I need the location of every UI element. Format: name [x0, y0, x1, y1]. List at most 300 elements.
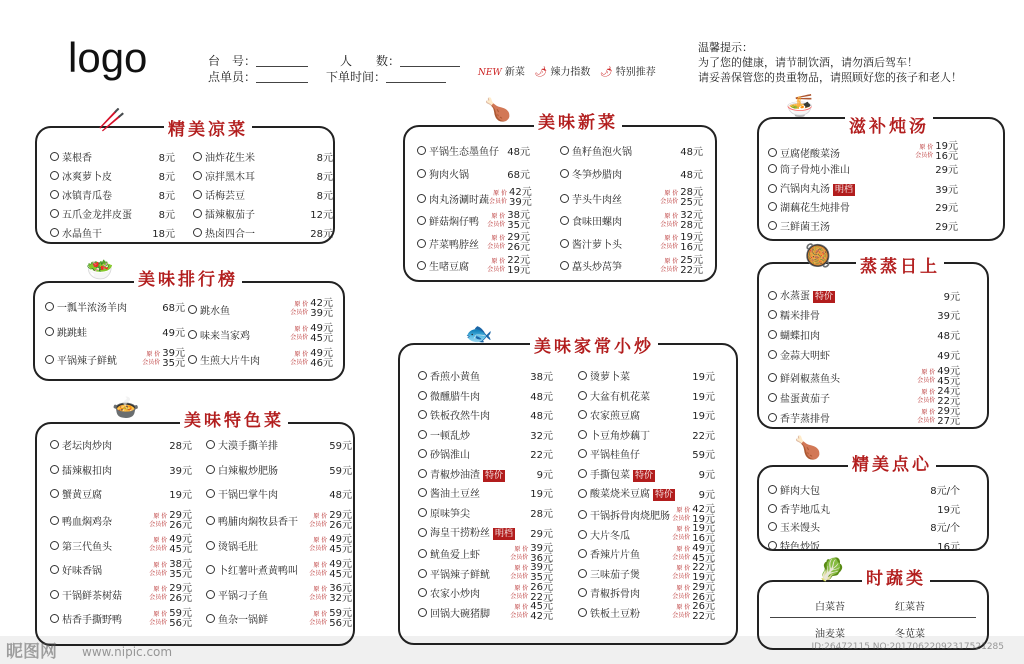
- dish-item[interactable]: [206, 437, 352, 452]
- dish-name: 湖藕花生炖排骨: [780, 203, 850, 214]
- select-radio[interactable]: [206, 614, 215, 623]
- dish-price: 68元: [507, 169, 530, 181]
- select-radio[interactable]: [45, 355, 54, 364]
- select-radio[interactable]: [193, 228, 202, 237]
- select-radio[interactable]: [418, 588, 427, 597]
- dish-item[interactable]: [768, 482, 960, 497]
- time-field[interactable]: 下单时间：: [326, 68, 446, 85]
- dish-item[interactable]: [768, 180, 958, 196]
- select-radio[interactable]: [768, 164, 777, 173]
- dish-item[interactable]: [50, 225, 175, 240]
- dish-item[interactable]: [188, 299, 333, 319]
- dish-price: 29元: [935, 222, 958, 233]
- dish-price: 8元: [316, 153, 333, 164]
- dish-name: 鲜肉大包: [780, 486, 820, 497]
- people-field[interactable]: 人 数：: [340, 52, 460, 69]
- dish-item[interactable]: [768, 287, 960, 303]
- dish-item[interactable]: [560, 188, 703, 208]
- select-radio[interactable]: [560, 261, 569, 270]
- dish-item[interactable]: [193, 206, 333, 221]
- dish-item[interactable]: [206, 609, 352, 629]
- dish-name: 玉米馒头: [780, 523, 820, 534]
- dish-item[interactable]: [578, 388, 715, 403]
- select-radio[interactable]: [578, 449, 587, 458]
- dish-price: 26元 22元: [692, 601, 715, 622]
- dish-item[interactable]: [578, 427, 715, 442]
- dish-price: 8元: [158, 153, 175, 164]
- select-radio[interactable]: [50, 465, 59, 474]
- select-radio[interactable]: [768, 373, 777, 382]
- select-radio[interactable]: [578, 569, 587, 578]
- dish-item[interactable]: [578, 524, 715, 544]
- dish-price: 39元 36元: [530, 542, 553, 564]
- select-radio[interactable]: [417, 146, 426, 155]
- dish-price: 29元 26元: [507, 232, 530, 253]
- dish-name: 干锅巴掌牛肉: [218, 490, 278, 501]
- select-radio[interactable]: [560, 146, 569, 155]
- dish-item[interactable]: [768, 501, 960, 516]
- dish-name: 大片冬瓜: [590, 530, 630, 542]
- dish-item[interactable]: [50, 149, 175, 164]
- dish-name: 铁板土豆粉: [590, 608, 640, 620]
- dish-name: 凉拌黑木耳: [205, 172, 255, 183]
- dish-name: 擂辣椒扣肉: [62, 465, 112, 477]
- dish-name: 平锅桂鱼仔: [590, 450, 640, 461]
- select-radio[interactable]: [206, 590, 215, 599]
- dish-item[interactable]: [50, 486, 192, 501]
- dish-item[interactable]: [560, 211, 703, 231]
- dish-item[interactable]: [45, 324, 185, 339]
- dish-name: 冰爽萝卜皮: [62, 172, 112, 183]
- dish-price: 42元 19元: [692, 503, 715, 525]
- dish-item[interactable]: [560, 233, 703, 253]
- select-radio[interactable]: [578, 410, 587, 419]
- price-labels: 原 价 会员价: [672, 565, 691, 580]
- select-radio[interactable]: [50, 209, 59, 218]
- dish-price: 29元 26元: [169, 583, 192, 604]
- price-labels: 原 价 会员价: [487, 212, 506, 228]
- select-radio[interactable]: [578, 588, 587, 597]
- dish-name: 话梅芸豆: [205, 191, 245, 202]
- special-price-badge: 特价: [655, 490, 674, 500]
- select-radio[interactable]: [418, 608, 427, 617]
- dish-name: 大漠手撕羊排: [218, 441, 278, 452]
- select-radio[interactable]: [768, 504, 777, 513]
- dish-item[interactable]: [206, 535, 352, 555]
- dish-item[interactable]: [188, 349, 333, 369]
- new-dish-illustration: 🍗: [484, 98, 512, 123]
- price-labels: 原 价 会员价: [142, 351, 161, 366]
- dish-item[interactable]: [50, 609, 192, 629]
- dish-name: 桔香手撕野鸭: [62, 615, 122, 626]
- dish-price: 48元: [680, 169, 703, 181]
- price-labels: 原 价 会员价: [290, 326, 309, 341]
- dish-price: 8元/个: [930, 486, 960, 497]
- select-radio[interactable]: [768, 310, 777, 319]
- select-radio[interactable]: [206, 465, 215, 474]
- select-radio[interactable]: [578, 530, 587, 539]
- dish-item[interactable]: [206, 486, 352, 501]
- select-radio[interactable]: [188, 330, 197, 339]
- dish-name: 原味笋尖: [430, 508, 470, 520]
- legend: NEW 新菜 🌶 辣力指数 🌶 特别推荐: [478, 67, 656, 78]
- select-radio[interactable]: [578, 510, 587, 519]
- dish-item[interactable]: [768, 387, 960, 407]
- dish-name: 跳水鱼: [200, 305, 230, 317]
- dish-item[interactable]: [45, 299, 185, 314]
- dish-price: 29元 26元: [692, 581, 715, 603]
- select-radio[interactable]: [578, 489, 587, 498]
- select-radio[interactable]: [417, 169, 426, 178]
- dish-price: 36元 32元: [329, 583, 352, 604]
- dish-price: 8元: [316, 172, 333, 183]
- dish-name: 香芋地瓜丸: [780, 504, 830, 516]
- table-field[interactable]: 台 号：: [208, 52, 308, 69]
- dish-price: 59元 56元: [329, 607, 352, 629]
- dish-item[interactable]: [768, 347, 960, 362]
- select-radio[interactable]: [418, 391, 427, 400]
- select-radio[interactable]: [768, 413, 777, 422]
- select-radio[interactable]: [418, 488, 427, 497]
- special-title: 美味特色菜: [180, 406, 288, 431]
- price-labels: 原 价 会员价: [917, 389, 936, 404]
- dish-price: 22元: [692, 430, 715, 442]
- recommend-icon: 🌶: [599, 67, 613, 78]
- dish-item[interactable]: [417, 256, 530, 276]
- select-radio[interactable]: [50, 152, 59, 161]
- veg-item[interactable]: 冬苋菜: [895, 629, 925, 640]
- select-radio[interactable]: [560, 216, 569, 225]
- dish-item[interactable]: [50, 206, 175, 221]
- select-radio[interactable]: [768, 350, 777, 359]
- notice: 温馨提示： 为了您的健康，请节制饮酒，请勿酒后驾车！ 请妥善保管您的贵重物品，请照顾好您的孩子和老人！: [698, 41, 962, 84]
- select-radio[interactable]: [578, 469, 587, 478]
- dish-price: 39元: [937, 311, 960, 322]
- dish-price: 49元: [162, 328, 185, 339]
- dish-price: 59元: [329, 441, 352, 452]
- veg-item[interactable]: 油麦菜: [815, 629, 845, 640]
- dish-item[interactable]: [193, 149, 333, 164]
- veg-item[interactable]: 白菜苔: [815, 602, 845, 613]
- dish-item[interactable]: [418, 407, 553, 422]
- select-radio[interactable]: [188, 305, 197, 314]
- dish-price: 16元: [937, 541, 960, 553]
- dish-price: 59元: [329, 465, 352, 477]
- dish-item[interactable]: [768, 199, 958, 214]
- dish-item[interactable]: [50, 462, 192, 477]
- dish-price: 19元: [937, 504, 960, 516]
- dish-price: 29元: [935, 203, 958, 214]
- dish-item[interactable]: [45, 349, 185, 369]
- select-radio[interactable]: [50, 614, 59, 623]
- dish-item[interactable]: [193, 225, 333, 240]
- dish-item[interactable]: [578, 368, 715, 383]
- select-radio[interactable]: [50, 516, 59, 525]
- rank-illustration: 🥗: [86, 258, 114, 283]
- dish-item[interactable]: [417, 143, 530, 158]
- dish-item[interactable]: [560, 166, 703, 181]
- dish-name: 回锅大碗猪脚: [430, 608, 490, 620]
- select-radio[interactable]: [50, 590, 59, 599]
- select-radio[interactable]: [418, 449, 427, 458]
- select-radio[interactable]: [50, 541, 59, 550]
- dish-price: 25元 22元: [680, 254, 703, 276]
- select-radio[interactable]: [768, 522, 777, 531]
- select-radio[interactable]: [418, 528, 427, 537]
- select-radio[interactable]: [768, 393, 777, 402]
- select-radio[interactable]: [50, 228, 59, 237]
- dish-name: 青椒炒油渣 特价: [430, 469, 504, 481]
- dish-item[interactable]: [578, 583, 715, 603]
- dish-item[interactable]: [418, 563, 553, 583]
- dish-name: 藠头炒莴笋: [572, 262, 622, 273]
- dish-item[interactable]: [768, 307, 960, 322]
- dish-name: 五爪金龙拌皮蛋: [62, 210, 132, 221]
- dish-name: 糯米排骨: [780, 311, 820, 322]
- select-radio[interactable]: [578, 549, 587, 558]
- dish-item[interactable]: [50, 168, 175, 183]
- dish-price: 8元: [316, 191, 333, 202]
- select-radio[interactable]: [193, 171, 202, 180]
- dish-item[interactable]: [417, 166, 530, 181]
- dish-item[interactable]: [418, 485, 553, 500]
- dish-name: 豆腐佬酸菜汤: [780, 148, 840, 160]
- dish-item[interactable]: [418, 505, 553, 520]
- dish-item[interactable]: [206, 560, 352, 580]
- select-radio[interactable]: [418, 469, 427, 478]
- cold-dish-illustration: 🥢: [98, 108, 126, 133]
- dish-item[interactable]: [193, 168, 333, 183]
- select-radio[interactable]: [768, 291, 777, 300]
- dish-name: 烫萝卜菜: [590, 372, 630, 383]
- select-radio[interactable]: [193, 152, 202, 161]
- price-labels: 原 价 会员价: [915, 144, 934, 159]
- vegetable-illustration: 🥬: [818, 558, 846, 583]
- dish-price: 8元: [158, 191, 175, 202]
- select-radio[interactable]: [560, 239, 569, 248]
- price-labels: 原 价 会员价: [672, 584, 691, 600]
- select-radio[interactable]: [50, 440, 59, 449]
- select-radio[interactable]: [50, 190, 59, 199]
- dish-item[interactable]: [560, 256, 703, 276]
- select-radio[interactable]: [206, 565, 215, 574]
- dish-price: 29元: [935, 165, 958, 176]
- dish-name: 酱油土豆丝: [430, 489, 480, 500]
- select-radio[interactable]: [45, 302, 54, 311]
- select-radio[interactable]: [206, 489, 215, 498]
- dish-name: 平锅生态墨鱼仔: [429, 147, 499, 158]
- dish-item[interactable]: [50, 584, 192, 604]
- select-radio[interactable]: [188, 355, 197, 364]
- dimsum-title: 精美点心: [848, 450, 936, 475]
- price-labels: 原 价 会员价: [672, 604, 691, 619]
- dish-name: 冰镇青瓜卷: [62, 191, 112, 202]
- dish-name: 特色炒饭: [780, 541, 820, 553]
- select-radio[interactable]: [418, 569, 427, 578]
- dish-name: 第三代鱼头: [62, 541, 112, 553]
- select-radio[interactable]: [768, 485, 777, 494]
- select-radio[interactable]: [768, 221, 777, 230]
- select-radio[interactable]: [578, 391, 587, 400]
- dish-name: 砂锅淮山: [430, 450, 470, 461]
- dish-item[interactable]: [768, 538, 960, 553]
- dish-item[interactable]: [50, 437, 192, 452]
- dish-item[interactable]: [578, 602, 715, 622]
- price-labels: 原 价 会员价: [309, 561, 328, 577]
- dish-name: 酸菜烧米豆腐 特价: [590, 489, 674, 500]
- dish-name: 一瓢半浓汤羊肉: [57, 303, 127, 314]
- select-radio[interactable]: [417, 261, 426, 270]
- veg-item[interactable]: 红菜苔: [895, 602, 925, 613]
- dish-item[interactable]: [206, 511, 352, 531]
- price-labels: 原 价 会员价: [917, 369, 936, 384]
- dish-price: 49元: [937, 351, 960, 362]
- dish-item[interactable]: [418, 427, 553, 442]
- price-labels: 原 价 会员价: [309, 537, 328, 552]
- select-radio[interactable]: [768, 330, 777, 339]
- dish-price: 8元/个: [930, 523, 960, 534]
- dish-item[interactable]: [418, 602, 553, 622]
- select-radio[interactable]: [768, 184, 777, 193]
- select-radio[interactable]: [206, 541, 215, 550]
- dish-item[interactable]: [50, 535, 192, 555]
- dish-item[interactable]: [418, 524, 553, 540]
- select-radio[interactable]: [193, 209, 202, 218]
- dish-item[interactable]: [560, 143, 703, 158]
- dish-price: 48元: [530, 391, 553, 403]
- dish-item[interactable]: [768, 367, 960, 387]
- dish-price: 49元 45元: [329, 558, 352, 580]
- dish-item[interactable]: [418, 583, 553, 603]
- dish-item[interactable]: [417, 211, 530, 231]
- dish-price: 19元 16元: [680, 232, 703, 253]
- dish-price: 48元: [530, 411, 553, 422]
- dish-price: 9元: [536, 470, 553, 481]
- price-labels: 原 价 会员价: [290, 351, 309, 366]
- dish-name: 铁板孜然牛肉: [430, 411, 490, 422]
- select-radio[interactable]: [418, 371, 427, 380]
- dish-item[interactable]: [768, 407, 960, 427]
- dish-item[interactable]: [417, 188, 530, 208]
- dish-item[interactable]: [578, 485, 715, 501]
- select-radio[interactable]: [768, 148, 777, 157]
- signature-badge: 明档: [835, 185, 854, 195]
- dish-item[interactable]: [418, 466, 553, 482]
- dish-item[interactable]: [50, 560, 192, 580]
- dish-item[interactable]: [50, 511, 192, 531]
- dish-item[interactable]: [417, 233, 530, 253]
- dish-item[interactable]: [206, 462, 352, 477]
- select-radio[interactable]: [193, 190, 202, 199]
- dish-item[interactable]: [768, 327, 960, 342]
- select-radio[interactable]: [418, 549, 427, 558]
- dimsum-illustration: 🍗: [794, 436, 822, 461]
- rank-title: 美味排行榜: [134, 265, 242, 290]
- dish-item[interactable]: [578, 544, 715, 564]
- dish-item[interactable]: [418, 368, 553, 383]
- waiter-field[interactable]: 点单员：: [208, 68, 308, 85]
- select-radio[interactable]: [50, 171, 59, 180]
- dish-item[interactable]: [418, 544, 553, 564]
- dish-item[interactable]: [50, 187, 175, 202]
- select-radio[interactable]: [578, 608, 587, 617]
- select-radio[interactable]: [417, 194, 426, 203]
- dish-name: 鸭血焖鸡杂: [62, 517, 112, 528]
- dish-price: 28元: [530, 508, 553, 520]
- dish-item[interactable]: [578, 563, 715, 583]
- select-radio[interactable]: [417, 216, 426, 225]
- dish-name: 擂辣椒茄子: [205, 210, 255, 221]
- select-radio[interactable]: [418, 430, 427, 439]
- dish-name: 热卤四合一: [205, 229, 255, 240]
- steam-title: 蒸蒸日上: [856, 252, 944, 277]
- price-labels: 原 价 会员价: [660, 257, 679, 273]
- dish-name: 微醺腊牛肉: [430, 391, 480, 403]
- dish-item[interactable]: [206, 584, 352, 604]
- dish-price: 9元: [698, 489, 715, 501]
- select-radio[interactable]: [578, 371, 587, 380]
- dish-price: 19元: [692, 411, 715, 422]
- dish-name: 冬笋炒腊肉: [572, 169, 622, 181]
- price-labels: 原 价 会员价: [917, 409, 936, 424]
- dish-name: 干锅拆骨肉烧肥肠: [590, 511, 670, 522]
- dish-price: 28元 25元: [680, 187, 703, 208]
- select-radio[interactable]: [45, 327, 54, 336]
- dish-price: 9元: [943, 291, 960, 303]
- dish-name: 鱼籽鱼泡火锅: [572, 147, 632, 158]
- select-radio[interactable]: [206, 440, 215, 449]
- dish-price: 32元 28元: [680, 209, 703, 231]
- select-radio[interactable]: [560, 194, 569, 203]
- dish-item[interactable]: [188, 324, 333, 344]
- dish-price: 18元: [152, 229, 175, 240]
- dish-item[interactable]: [578, 505, 715, 525]
- dish-item[interactable]: [193, 187, 333, 202]
- dish-item[interactable]: [418, 388, 553, 403]
- select-radio[interactable]: [768, 541, 777, 550]
- dish-item[interactable]: [768, 142, 958, 162]
- select-radio[interactable]: [418, 410, 427, 419]
- dish-item[interactable]: [578, 407, 715, 422]
- price-labels: 原 价 会员价: [672, 526, 691, 541]
- dish-item[interactable]: [768, 519, 960, 534]
- select-radio[interactable]: [768, 202, 777, 211]
- select-radio[interactable]: [50, 565, 59, 574]
- select-radio[interactable]: [418, 508, 427, 517]
- dish-price: 38元: [530, 372, 553, 383]
- dish-name: 蟹黄豆腐: [62, 490, 102, 501]
- dish-name: 水蒸蛋 特价: [780, 291, 834, 302]
- select-radio[interactable]: [50, 489, 59, 498]
- dish-item[interactable]: [418, 446, 553, 461]
- watermark-url: www.nipic.com: [82, 645, 173, 659]
- dish-name: 鱼杂一锅鲜: [218, 615, 268, 626]
- dish-price: 48元: [680, 147, 703, 158]
- dish-item[interactable]: [578, 466, 715, 482]
- dish-item[interactable]: [768, 218, 958, 233]
- dish-item[interactable]: [578, 446, 715, 461]
- select-radio[interactable]: [560, 169, 569, 178]
- price-labels: 原 价 会员价: [510, 545, 529, 561]
- select-radio[interactable]: [206, 516, 215, 525]
- special-price-badge: 特价: [485, 470, 504, 481]
- dish-price: 28元: [310, 229, 333, 240]
- select-radio[interactable]: [417, 239, 426, 248]
- dish-item[interactable]: [768, 161, 958, 176]
- select-radio[interactable]: [578, 430, 587, 439]
- dish-name: 平锅辣子鲜鱿: [57, 355, 117, 367]
- new-dish-title: 美味新菜: [534, 108, 622, 133]
